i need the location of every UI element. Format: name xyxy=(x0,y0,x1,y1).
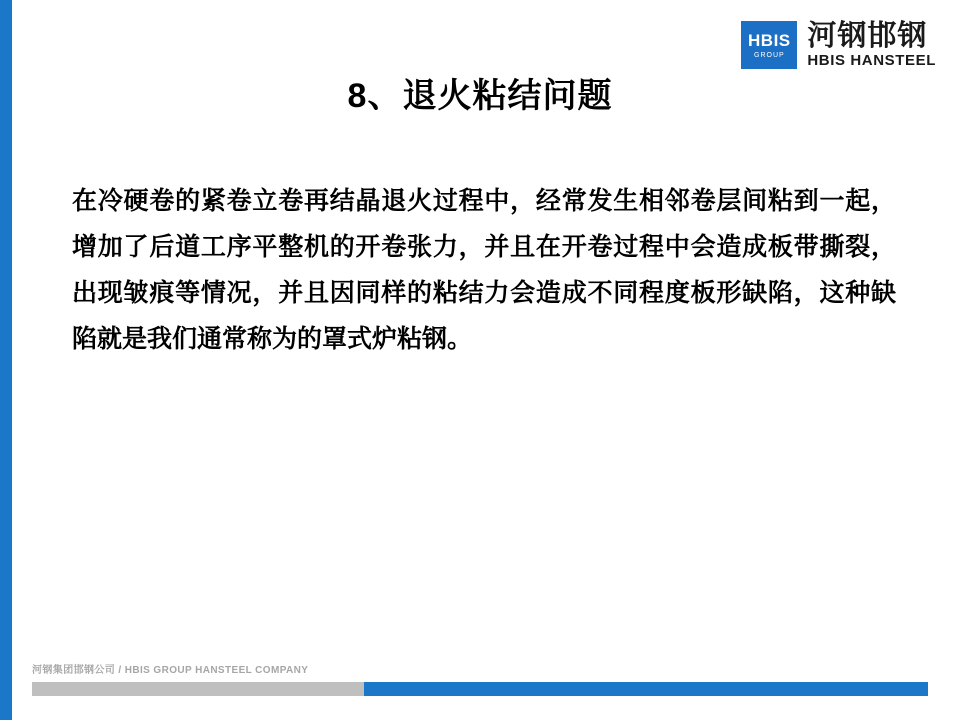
logo-chinese-name: 河钢邯钢 xyxy=(807,19,928,52)
logo-wordmark xyxy=(807,21,936,70)
footer-bar-grey-segment xyxy=(32,682,364,696)
logo-mark-subtext: GROUP xyxy=(754,51,785,59)
company-logo xyxy=(741,16,936,74)
page-title: 8、退火粘结问题 xyxy=(347,77,613,115)
body-paragraph: 在冷硬卷的紧卷立卷再结晶退火过程中，经常发生相邻卷层间粘到一起，增加了后道工序平整机的开卷张力，并且在开卷过程中会造成板带撕裂，出现皱痕等情况，并且因同样的粘结力会造成不同程度板形缺陷，这种缺陷就是我们通常称为的罩式炉粘钢。 xyxy=(72,187,896,353)
slide-body-text xyxy=(72,178,896,362)
footer-progress-bar xyxy=(32,682,928,696)
logo-mark-icon xyxy=(741,21,797,69)
footer-company-label: 河钢集团邯钢公司 / HBIS GROUP HANSTEEL COMPANY xyxy=(32,665,309,676)
logo-english-name: HBIS HANSTEEL xyxy=(807,51,936,69)
footer-bar-blue-segment xyxy=(364,682,928,696)
logo-mark-text: HBIS xyxy=(748,30,791,50)
